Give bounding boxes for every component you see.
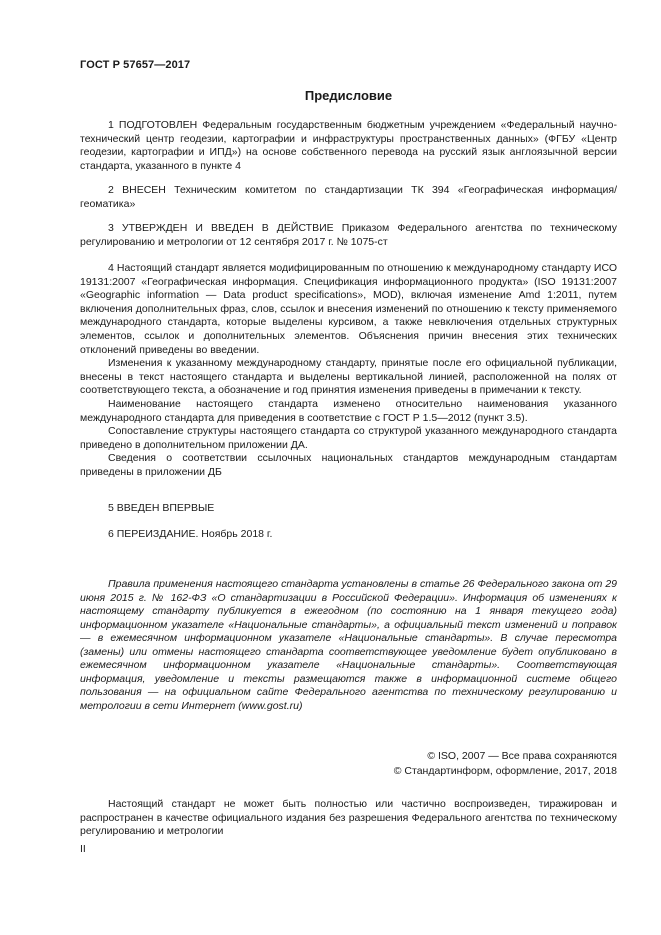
reproduction-notice: Настоящий стандарт не может быть полностью или частично воспроизведен, тиражирован и распространен в качестве официального издания без разрешения Федерального агентства по техническому регулированию и метрологии <box>80 798 617 837</box>
item-4-paragraph: Сопоставление структуры настоящего стандарта со структурой указанного международного стандарта приведено в дополнительном приложении ДА. <box>80 425 617 451</box>
item-2 <box>80 184 617 211</box>
item-4-paragraph: 4 Настоящий стандарт является модифицированным по отношению к международному стандарту ИСО 19131:2007 «Географическая информация. Спецификация информационного продукта» (ISO 19131:2007 «Geographic information — Data product specifications», MOD), включая изменение Amd 1:2011, путем включения дополнительных фраз, слов, ссылок и внесения изменений по отношению к тексту применяемого международного стандарта, которые выделены курсивом, а также невключения отдельных структурных элементов, ссылок и дополнительных элементов. Объяснения причин внесения этих технических отклонений приведены во введении. <box>80 262 617 356</box>
copyright-standartinform: © Стандартинформ, оформление, 2017, 2018 <box>393 765 617 777</box>
page-title: Предисловие <box>304 88 393 103</box>
item-4 <box>80 262 617 480</box>
document-code: ГОСТ Р 57657—2017 <box>80 59 191 71</box>
item-3 <box>80 222 617 249</box>
item-4-paragraph: Сведения о соответствии ссылочных национальных стандартов международным стандартам приведены в приложении ДБ <box>80 452 617 478</box>
legal-note: Правила применения настоящего стандарта установлены в статье 26 Федерального закона от 29 июня 2015 г. № 162-ФЗ «О стандартизации в Российской Федерации». Информация об изменениях к настоящему стандарту публикуется в ежегодном (по состоянию на 1 января текущего года) информационном указателе «Национальные стандарты», а официальный текст изменений и поправок — в ежемесячном информационном указателе «Национальные стандарты». В случае пересмотра (замены) или отмены настоящего стандарта соответствующее уведомление будет опубликовано в ежемесячном информационном указателе «Национальные стандарты». Соответствующая информация, уведомление и тексты размещаются также в информационной системе общего пользования — на официальном сайте Федерального агентства по техническому регулированию и метрологии в сети Интернет (www.gost.ru) <box>80 578 617 712</box>
item-2-text: 2 ВНЕСЕН Техническим комитетом по стандартизации ТК 394 «Географическая информация/геоматика» <box>80 184 617 210</box>
copyright-iso: © ISO, 2007 — Все права сохраняются <box>427 750 617 762</box>
page-number: II <box>80 843 86 855</box>
item-4-paragraph: Изменения к указанному международному стандарту, принятые после его официальной публикации, внесены в текст настоящего стандарта и выделены вертикальной линией, расположенной на полях от соответствующего текста, а обозначение и год принятия изменения приведены в примечании к тексту. <box>80 357 617 397</box>
item-3-text: 3 УТВЕРЖДЕН И ВВЕДЕН В ДЕЙСТВИЕ Приказом Федерального агентства по техническому регулированию и метрологии от 12 сентября 2017 г. № 1075-ст <box>80 222 617 248</box>
item-6-text: 6 ПЕРЕИЗДАНИЕ. Ноябрь 2018 г. <box>108 528 273 540</box>
item-1 <box>80 119 617 173</box>
item-1-text: 1 ПОДГОТОВЛЕН Федеральным государственным бюджетным учреждением «Федеральный научно-технический центр геодезии, картографии и инфраструктуры пространственных данных» (ФГБУ «Центр геодезии, картографии и ИПД») на основе собственного перевода на русский язык англоязычной версии стандарта, указанного в пункте 4 <box>80 119 617 172</box>
item-5 <box>80 502 617 516</box>
item-5-text: 5 ВВЕДЕН ВПЕРВЫЕ <box>108 502 215 514</box>
item-4-paragraph: Наименование настоящего стандарта изменено относительно наименования указанного международного стандарта для приведения в соответствие с ГОСТ Р 1.5—2012 (пункт 3.5). <box>80 397 617 424</box>
item-6 <box>80 528 617 542</box>
